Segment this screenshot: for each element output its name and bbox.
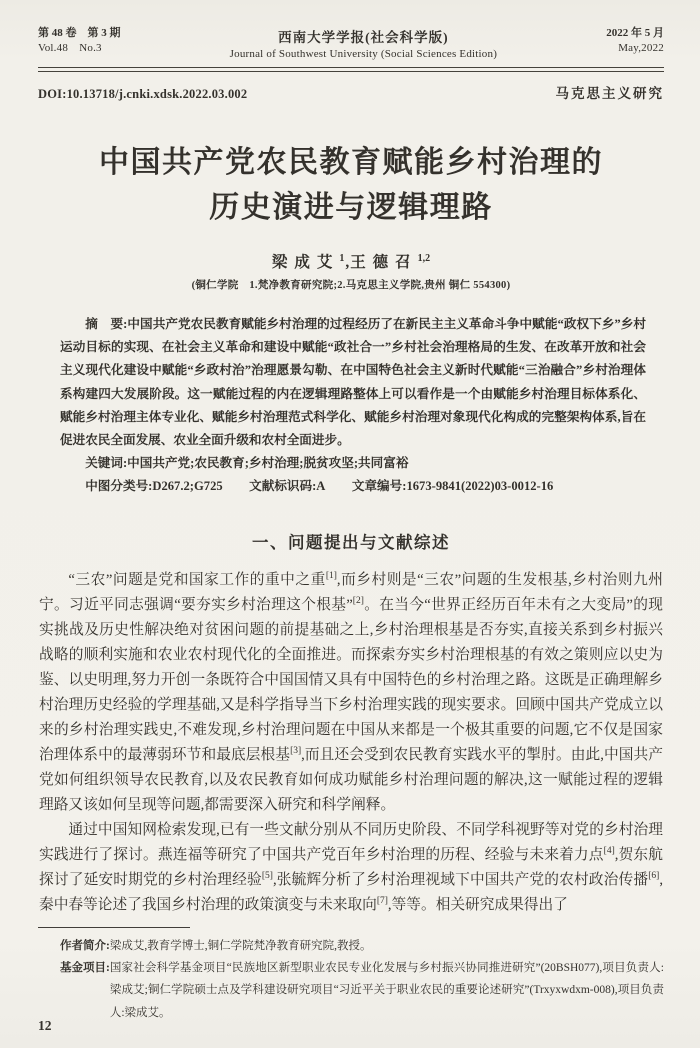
keywords-line: [60, 452, 646, 475]
issue-date-en: May,2022: [618, 42, 664, 54]
footnote-separator: [38, 927, 190, 928]
issue-date-cn: 2022 年 5 月: [606, 27, 664, 39]
abstract-paragraph: [60, 313, 646, 452]
author-bio-label: 作者简介:: [60, 939, 110, 952]
clc-value: D267.2;G725: [152, 479, 223, 494]
body-paragraph-1: “三农”问题是党和国家工作的重中之重[1],而乡村则是“三农”问题的生发根基,乡村治则九州宁。习近平同志强调“要夯实乡村治理这个根基”[2]。在当今“世界正经历百年未有之大变局”的现实挑战及历史性解决绝对贫困问题的前提基础之上,乡村治理根基是否夯实,直接关系到乡村振兴战略的顺利实施和农业农村现代化的全面推进。而探索夯实乡村治理根基的有效之策则应以史为鉴、以史明理,努力开创一条既符合中国国情又具有中国特色的乡村治理之路。这既是正确理解乡村治理历史经验的学理基础,又是科学指导当下乡村治理实践的现实要求。回顾中国共产党成立以来的乡村治理实践史,不难发现,乡村治理问题在中国从来都是一个极其重要的问题,它不仅是国家治理体系中的最薄弱环节和最底层根基[3],而且还会受到农民教育实践水平的掣肘。由此,中国共产党如何组织领导农民教育,以及农民教育如何成功赋能乡村治理问题的解决,这一赋能过程的逻辑理路又该如何呈现等问题,都需要深入研究和科学阐释。: [39, 570, 663, 813]
volume-issue-cn: 第 48 卷 第 3 期: [38, 27, 121, 39]
author-bio-text: 梁成艾,教育学博士,铜仁学院梵净教育研究院,教授。: [109, 939, 372, 952]
affiliation-line: (铜仁学院 1.梵净教育研究院;2.马克思主义学院,贵州 铜仁 554300): [191, 280, 511, 291]
article-id-group: [352, 479, 554, 493]
keywords-text: 中国共产党;农民教育;乡村治理;脱贫攻坚;共同富裕: [127, 456, 409, 471]
abstract-label: 摘 要:: [85, 317, 128, 331]
journal-name-cn: 西南大学学报(社会科学版): [278, 30, 449, 45]
front-matter: [60, 313, 646, 499]
funding-text: 国家社会科学基金项目“民族地区新型职业农民专业化发展与乡村振兴协同推进研究”(20BSH077),项目负责人:梁成艾;铜仁学院硕士点及学科建设研究项目“习近平关于职业农民的重要论述研究”(Trxyxwdxm-008),项目负责人:梁成艾。: [109, 962, 664, 1019]
article-id-value: 1673-9841(2022)03-0012-16: [406, 479, 554, 494]
article-title-line1: 中国共产党农民教育赋能乡村治理的: [99, 146, 603, 179]
journal-name-en: Journal of Southwest University (Social Sciences Edition): [229, 48, 498, 60]
author-line: [38, 250, 664, 272]
keywords-label: 关键词:: [85, 456, 128, 471]
article-title: [38, 140, 664, 230]
volume-issue-en: Vol.48 No.3: [38, 42, 102, 54]
volume-issue-block: [38, 26, 121, 56]
column-label: 马克思主义研究: [555, 86, 664, 101]
page-number: 12: [38, 1018, 52, 1033]
doc-code-group: [249, 479, 325, 493]
doc-code-label: 文献标识码:: [249, 479, 317, 494]
author-2-affil-mark: 1,2: [417, 252, 431, 264]
masthead-divider: [38, 67, 664, 72]
author-bio-row: [60, 935, 664, 957]
issue-date-block: [606, 26, 664, 56]
clc-group: [85, 479, 222, 493]
funding-label: 基金项目:: [60, 962, 110, 975]
body-paragraph-2: 通过中国知网检索发现,已有一些文献分别从不同历史阶段、不同学科视野等对党的乡村治理实践进行了探讨。燕连福等研究了中国共产党百年乡村治理的历程、经验与未来着力点[4],贺东航探讨了延安时期党的乡村治理经验[5],张毓辉分析了乡村治理视域下中国共产党的农村政治传播[6],秦中春等论述了我国乡村治理的政策演变与未来取向[7],等等。相关研究成果得出了: [39, 821, 663, 913]
section-1-heading: 一、问题提出与文献综述: [252, 532, 450, 552]
abstract-text: 中国共产党农民教育赋能乡村治理的过程经历了在新民主主义革命斗争中赋能“政权下乡”乡村运动目标的实现、在社会主义革命和建设中赋能“政社合一”乡村社会治理格局的生发、在改革开放和社会主义现代化建设中赋能“乡政村治”治理愿景勾勒、在中国特色社会主义新时代赋能“三治融合”乡村治理体系构建四大发展阶段。这一赋能过程的内在逻辑理路整体上可以看作是一个由赋能乡村治理目标体系化、赋能乡村治理主体专业化、赋能乡村治理范式科学化、赋能乡村治理对象现代化构成的完整架构体系,旨在促进农民全面发展、农业全面升级和农村全面进步。: [60, 317, 647, 448]
author-separator: ,: [345, 254, 350, 271]
article-id-label: 文章编号:: [351, 479, 407, 494]
funding-row: [60, 957, 664, 1024]
doi-text: DOI:10.13718/j.cnki.xdsk.2022.03.002: [38, 87, 248, 101]
author-2: 王德召: [350, 254, 418, 271]
journal-masthead: [38, 26, 664, 60]
doc-code-value: A: [316, 479, 326, 494]
clc-label: 中图分类号:: [85, 479, 153, 494]
article-title-line2: 历史演进与逻辑理路: [209, 191, 493, 224]
classification-line: [60, 475, 646, 498]
doi-row: [38, 82, 664, 102]
journal-name-block: [121, 26, 607, 60]
author-1: 梁成艾: [271, 254, 340, 271]
footnote-block: [60, 935, 664, 1025]
author-1-affil-mark: 1: [339, 252, 345, 264]
